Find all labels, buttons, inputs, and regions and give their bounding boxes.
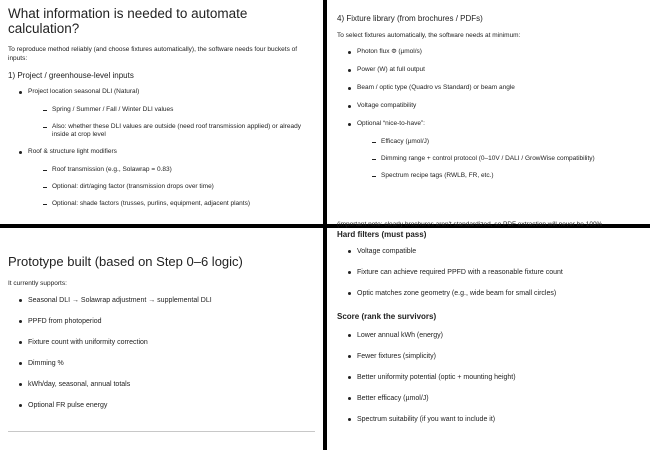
sub-list-item: Spring / Summer / Fall / Winter DLI values bbox=[8, 106, 315, 114]
list-item: Fewer fixtures (simplicity) bbox=[337, 352, 640, 361]
sub-list-item: Efficacy (µmol/J) bbox=[337, 138, 640, 146]
slide-title: What information is needed to automate calculation? bbox=[8, 6, 248, 36]
fixture-requirements-list bbox=[337, 48, 640, 180]
section-heading: 1) Project / greenhouse-level inputs bbox=[8, 71, 134, 80]
list-item: Dimming % bbox=[8, 359, 315, 368]
score-heading: Score (rank the survivors) bbox=[337, 312, 437, 321]
list-item: Voltage compatible bbox=[337, 247, 640, 256]
sub-list-item: Optional: dirt/aging factor (transmission drops over time) bbox=[8, 183, 315, 191]
hard-filters-list bbox=[337, 247, 640, 298]
list-item: Seasonal DLI → Solawrap adjustment → supplemental DLI bbox=[8, 296, 315, 305]
list-item: Better efficacy (µmol/J) bbox=[337, 394, 640, 403]
sub-list-item: Roof transmission (e.g., Solawrap = 0.83) bbox=[8, 166, 315, 174]
slide-title: Prototype built (based on Step 0–6 logic) bbox=[8, 254, 243, 269]
intro-text: To select fixtures automatically, the software needs at minimum: bbox=[337, 32, 521, 39]
divider bbox=[8, 431, 315, 432]
score-list bbox=[337, 331, 640, 424]
slide-automation-inputs bbox=[0, 0, 323, 224]
list-item: Optional “nice-to-have”: bbox=[337, 120, 640, 128]
cutoff-note: (important note: clearly brochures aren't standardized, so PDF extraction will never be 100% bbox=[337, 221, 603, 228]
intro-text: To reproduce method reliably (and choose fixtures automatically), the software needs four buckets of inputs: bbox=[8, 46, 298, 62]
sub-list-item: Optional: shade factors (trusses, purlins, equipment, adjacent plants) bbox=[8, 200, 315, 208]
list-item: Voltage compatibility bbox=[337, 102, 640, 110]
list-item: Roof & structure light modifiers bbox=[8, 148, 315, 156]
supported-features-list bbox=[8, 296, 315, 410]
list-item: Project location seasonal DLI (Natural) bbox=[8, 88, 315, 96]
list-item: Fixture count with uniformity correction bbox=[8, 338, 315, 347]
sub-list-item: Also: whether these DLI values are outside (need roof transmission applied) or already inside at crop level bbox=[8, 123, 315, 139]
list-item: Optic matches zone geometry (e.g., wide beam for small circles) bbox=[337, 289, 640, 298]
hard-filters-heading: Hard filters (must pass) bbox=[337, 230, 427, 239]
list-item: Beam / optic type (Quadro vs Standard) or beam angle bbox=[337, 84, 640, 92]
list-item: Better uniformity potential (optic + mounting height) bbox=[337, 373, 640, 382]
list-item: Optional FR pulse energy bbox=[8, 401, 315, 410]
list-item: Fixture can achieve required PPFD with a reasonable fixture count bbox=[337, 268, 640, 277]
list-item: PPFD from photoperiod bbox=[8, 317, 315, 326]
slide-prototype bbox=[0, 228, 323, 450]
section-heading: 4) Fixture library (from brochures / PDFs) bbox=[337, 14, 483, 23]
list-item: Lower annual kWh (energy) bbox=[337, 331, 640, 340]
sub-list-item: Spectrum recipe tags (RWLB, FR, etc.) bbox=[337, 172, 640, 180]
list-item: Photon flux Φ (µmol/s) bbox=[337, 48, 640, 56]
sub-list-item: Dimming range + control protocol (0–10V / DALI / GrowWise compatibility) bbox=[337, 155, 640, 163]
slide-fixture-library bbox=[327, 0, 650, 228]
slide-filters-score bbox=[327, 228, 650, 450]
intro-text: It currently supports: bbox=[8, 280, 67, 287]
input-list bbox=[8, 88, 315, 208]
list-item: kWh/day, seasonal, annual totals bbox=[8, 380, 315, 389]
list-item: Power (W) at full output bbox=[337, 66, 640, 74]
list-item: Spectrum suitability (if you want to include it) bbox=[337, 415, 640, 424]
